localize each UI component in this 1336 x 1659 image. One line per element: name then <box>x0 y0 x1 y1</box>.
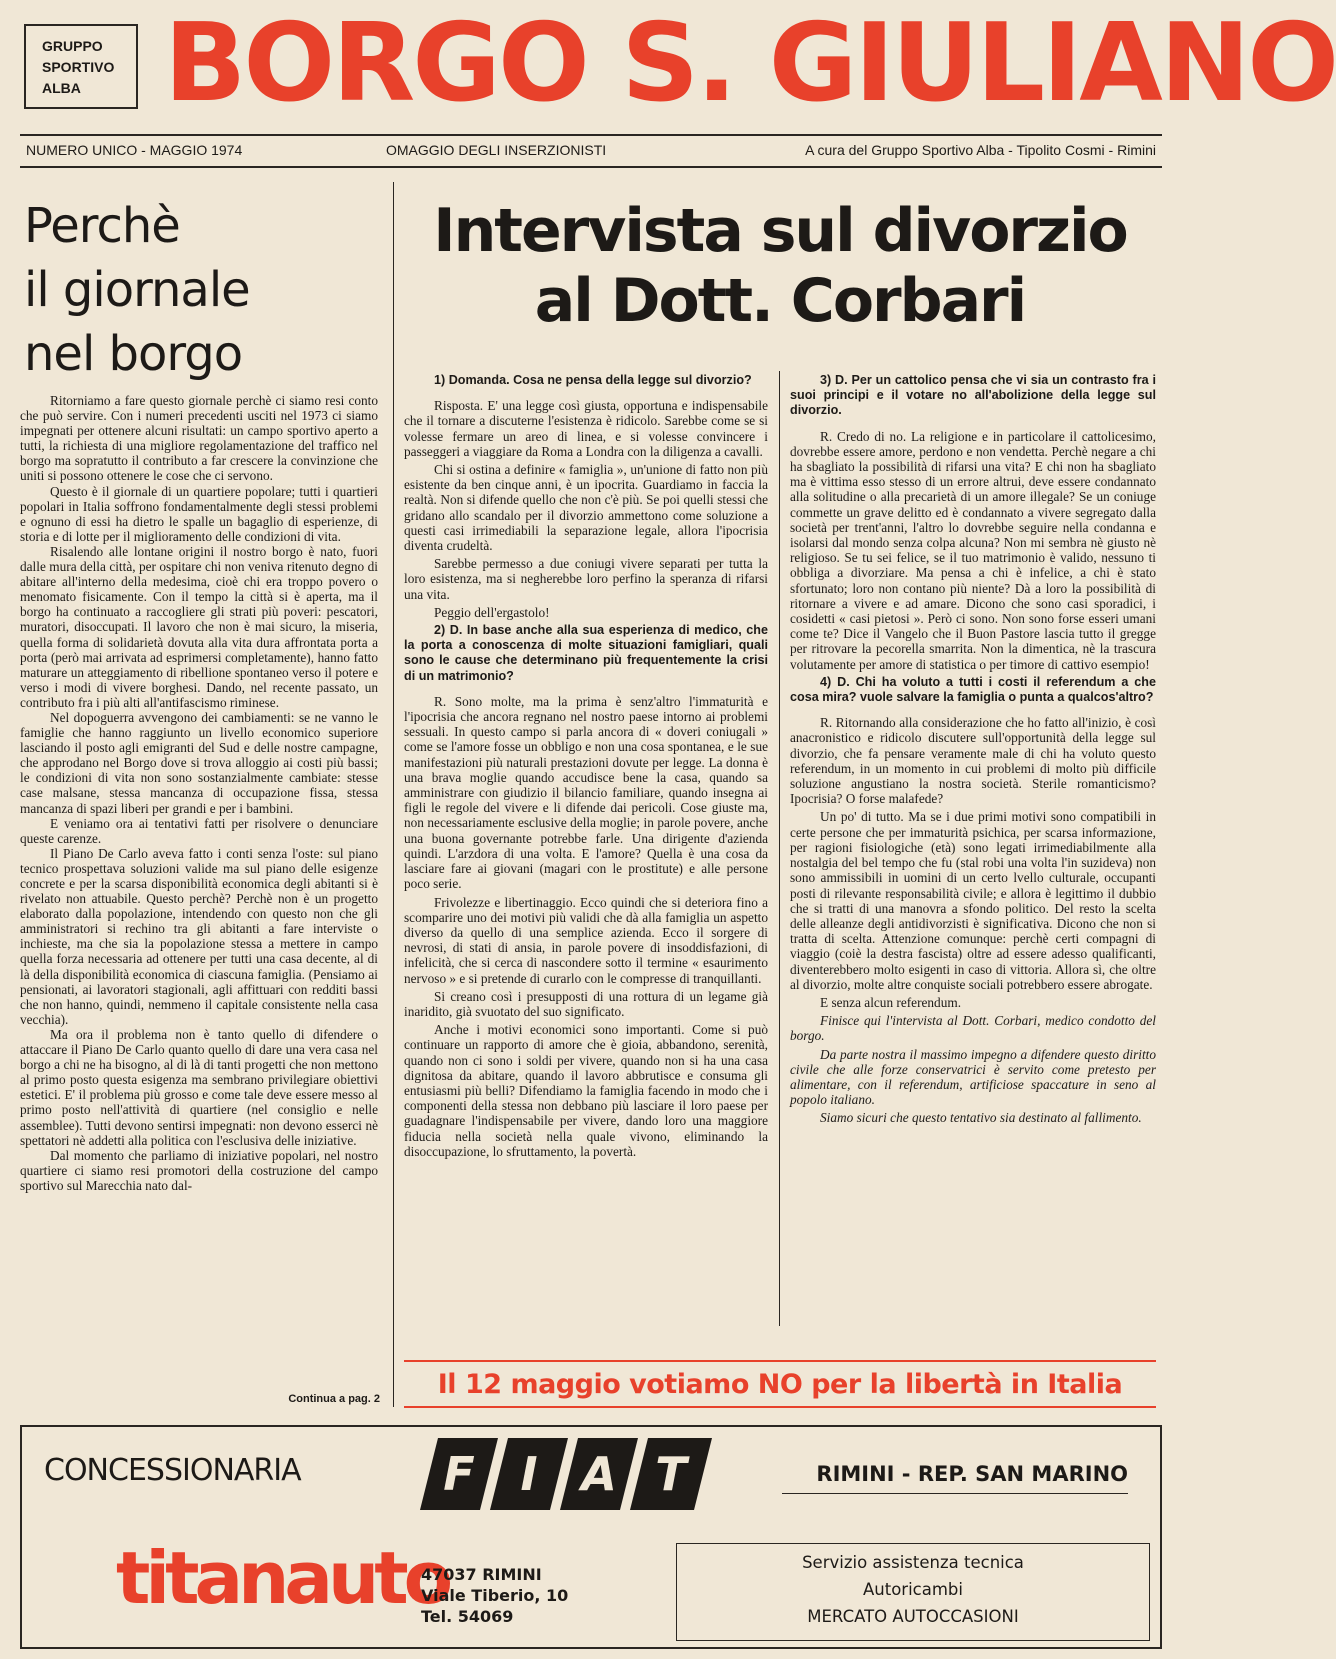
fiat-tile <box>490 1438 568 1510</box>
paragraph: Nel dopoguerra avvengono dei cambiamenti: se ne vanno le famiglie che hanno raggiunto un livello economico superiore lasciando il posto agli emigranti del Sud e delle nostre campagne, che approdano nel Borgo dove si trova alloggio ai costi più bassi; le condizioni di vita non sono sostanzialmente cambiate: stesse case malsane, stessa mancanza di occupazione fissa, stessa mancanza di spazi liberi per grandi e per i bambini. <box>20 709 378 816</box>
interview-paragraph: R. Ritornando alla considerazione che ho fatto all'inizio, è così anacronistico e ridicolo discutere sull'opportunità della legge sul divorzio, che fa pensare veramente male di chi ha voluto questo referendum, in un momento in cui problemi di molto più difficile soluzione angustiano la nostra società. Sterile romanticismo? Ipocrisia? O forse malafede? <box>790 715 1156 807</box>
dealer-address <box>421 1564 621 1627</box>
interview-paragraph: Da parte nostra il massimo impegno a difendere questo diritto civile che alle forze conservatrici è servito come pretesto per alimentare, con il referendum, artificiose spaccature in seno al popolo italiano. <box>790 1046 1156 1108</box>
paragraph: Questo è il giornale di un quartiere popolare; tutti i quartieri popolari in Italia soffrono fondamentalmente degli stessi problemi e ognuno di essi ha dietro le spalle un bagaglio di esperienze, di storia e di lotte per il miglioramento delle condizioni di vita. <box>20 483 378 544</box>
paragraph: Ritorniamo a fare questo giornale perchè ci siamo resi conto che può servire. Con i numeri precedenti usciti nel 1973 ci siamo impegnati per ottenere alcuni risultati: un campo sportivo aperto a tutti, la richiesta di una migliore regolamentazione del traffico nel borgo ma sopratutto il contributo a far crescere la convinzione che uniti si possono ottenere le cose che ci servono. <box>20 393 378 484</box>
group-line: GRUPPO <box>42 38 103 54</box>
service-line: MERCATO AUTOCCASIONI <box>807 1607 1019 1626</box>
masthead-title: BORGO S. GIULIANO <box>164 1 1336 126</box>
interview-question: 1) Domanda. Cosa ne pensa della legge sul divorzio? <box>434 373 752 387</box>
address-line: 47037 RIMINI <box>421 1565 542 1584</box>
interview-paragraph: Finisce qui l'intervista al Dott. Corbari, medico condotto del borgo. <box>790 1013 1156 1044</box>
paragraph: Dal momento che parliamo di iniziative popolari, nel nostro quartiere ci siamo resi promotori della costruzione del campo sportivo sul Marecchia nato dal- <box>20 1147 378 1193</box>
interview-paragraph: Siamo sicuri che questo tentativo sia destinato al fallimento. <box>820 1110 1142 1126</box>
info-bar <box>26 141 1156 159</box>
interview-paragraph: Sarebbe permesso a due coniugi vivere separati per tutta la loro esistenza, ma si negherebbe loro perfino la speranza di rifarsi una vita. <box>404 556 768 602</box>
paragraph: Il Piano De Carlo aveva fatto i conti senza l'oste: sul piano tecnico prospettava soluzioni valide ma sul piano delle esigenze concrete e per la scarsa disponibilità economica degli abitanti si è rivelato non attuabile. Questo perchè? Perchè non è un progetto elaborato dalla popolazione, intendendo con questo non che gli amministratori si rechino tra gli abitanti a fare interviste o inchieste, ma che sia la popolazione stessa a mettere in campo quella forza necessaria ad ottenere per tutti una casa decente, al di là della disponibilità economica di ciascuna famiglia. (Pensiamo ai pensionati, ai lavoratori stagionali, agli affittuari con redditi bassi che non hanno, quindi, nemmeno il capitale consistente nella casa vecchia). <box>20 845 378 1027</box>
fiat-letter: I <box>520 1447 538 1501</box>
interview-paragraph: Chi si ostina a definire « famiglia », un'unione di fatto non più esistente da ben cinque anni, è un ipocrita. Guardiamo in faccia la realtà. Non si difende quello che non c'è più. Se poi quelli stessi che gridano allo scandalo per il divorzio ammettono come soluzione a questi casi irrimediabili la separazione legale, allora l'ipocrisia diventa crudeltà. <box>404 462 768 554</box>
headline-line: Intervista sul divorzio <box>433 196 1127 266</box>
issue-info: NUMERO UNICO - MAGGIO 1974 <box>26 142 243 158</box>
interview-column-2 <box>790 371 1156 1331</box>
column-divider <box>779 371 780 1326</box>
paragraph: E veniamo ora ai tentativi fatti per risolvere o denunciare queste carenze. <box>20 815 378 846</box>
titanauto-logo: titanauto <box>116 1536 449 1620</box>
fiat-letter: T <box>655 1447 687 1501</box>
headline-line: il giornale <box>24 262 250 318</box>
interview-question: 4) D. Chi ha voluto a tutti i costi il referendum a che cosa mira? vuole salvare la famiglia o punta a qualcos'altro? <box>790 674 1156 705</box>
fiat-tile <box>420 1438 498 1510</box>
left-article-body <box>20 393 378 1389</box>
interview-question: 3) D. Per un cattolico pensa che vi sia un contrasto fra i suoi principi e il votare no all'abolizione della legge sul divorzio. <box>790 373 1156 418</box>
address-line: Tel. 54069 <box>421 1607 514 1626</box>
interview-headline <box>400 196 1160 336</box>
address-line: Viale Tiberio, 10 <box>421 1586 569 1605</box>
slogan-rule-top <box>404 1360 1156 1362</box>
paragraph: Risalendo alle lontane origini il nostro borgo è nato, fuori dalle mura della città, per ospitare chi non veniva ritenuto degno di abitare all'interno della medesima, cioè chi era troppo povero o menomato fisicamente. Con il tempo la città si è aperta, ma il borgo ha continuato a raccogliere gli strati più poveri: pescatori, muratori, disoccupati. Il lavoro che non è mai sicuro, la miseria, quella forma di solidarietà dovuta alla vita dura affrontata porta a porta (però mai arrivata ad esprimersi completamente), hanno fatto maturare un atteggiamento di ribellione spontaneo verso il potere e verso i modi di vivere borghesi. Dando, nel recente passato, un contributo fra i più alti all'antifascismo riminese. <box>20 543 378 710</box>
continued-note: Continua a pag. 2 <box>288 1393 380 1405</box>
fiat-tile <box>560 1438 638 1510</box>
interview-column-1 <box>404 371 768 1331</box>
paragraph: Ma ora il problema non è tanto quello di difendere o attaccare il Piano De Carlo quanto quello di dare una vera casa nel borgo a chi ne ha bisogno, al di là di tanti progetti che non mettono al primo posto questa esigenza ma sembrano privilegiare obiettivi estetici. E' il problema più grosso e come tale deve essere messo al primo posto nell'attività di quartiere (nel consiglio e nelle assemblee). Tutti devono sentirsi impegnati: non devono esserci nè spettatori nè addetti alla politica con l'esclusiva delle iniziative. <box>20 1026 378 1148</box>
credits-info: A cura del Gruppo Sportivo Alba - Tipolito Cosmi - Rimini <box>805 142 1156 158</box>
column-divider <box>393 182 394 1407</box>
group-line: SPORTIVO <box>42 59 115 75</box>
interview-paragraph: Peggio dell'ergastolo! <box>434 604 550 620</box>
interview-paragraph: Un po' di tutto. Ma se i due primi motivi sono compatibili in certe persone che per immaturità psichica, per scarsa informazione, per ragioni fisiologiche (età) sono legati irrimediabilmente alla nostalgia del bel tempo che fu (stal robi una volta l'in suzideva) non sono ammissibili in uomini di un certo lvello culturale, occupanti posti di rilevante responsabilità civile; e allora è legittimo il dubbio che si tratti di una manovra a sfondo politico. Del resto la scelta delle alleanze degli antidivorzisti è significativa. Dicono che non si tratta di scelta. Attenzione comunque: perchè certi compagni di viaggio (coiè la destra fascista) oltre ad essere adesso qualificanti, diventerebbero molto esigenti in caso di vittoria. Allora sì, che oltre al divorzio, molte altre conquiste sociali potrebbero essere abrogate. <box>790 809 1156 992</box>
interview-paragraph: Frivolezze e libertinaggio. Ecco quindi che si deteriora fino a scomparire uno dei motivi più validi che dà alla famiglia un aspetto diverso da quello di una semplice azienda. Ecco il sorgere di nevrosi, di stati di ansia, in parole povere di insoddisfazioni, di infelicità, che si cerca di nascondere sotto il termine « esaurimento nervoso » e si pretende di curarlo con le compresse di tranquillanti. <box>404 894 768 986</box>
service-line: Autoricambi <box>863 1580 963 1599</box>
masthead-rule <box>20 134 1162 136</box>
interview-paragraph: R. Sono molte, ma la prima è senz'altro l'immaturità e l'ipocrisia che ancora regnano nel nostro paese intorno ai problemi sessuali. In questo campo si parla ancora di « doveri coniugali » come se l'amore fosse un obbligo e non una cosa spontanea, e le sue manifestazioni più naturali prestazioni dovute per legge. La donna è una brava moglie quando accudisce bene la casa, quando sa amministrare con giudizio il bilancio familiare, quando insegna ai figli le regole del vivere e li difende dai pericoli. Cose giuste ma, non necessariamente esclusive della moglie; in parole povere, anche una buona governante potrebbe farle. Una dirigente d'azienda quindi. L'arzdora di una volta. E l'amore? Quella è una cosa da lasciare fare ai giovani (magari con le prostitute) e alle persone poco serie. <box>404 693 768 892</box>
region-label: RIMINI - REP. SAN MARINO <box>816 1462 1128 1486</box>
fiat-letter: F <box>443 1447 475 1501</box>
fiat-tile <box>630 1438 712 1510</box>
interview-paragraph: Anche i motivi economici sono importanti. Come si può continuare un rapporto di amore che è gioia, abbandono, serenità, quando non ci sono i soldi per vivere, quando non si ha una casa dignitosa da abitare, quando il lavoro abbrutisce e consuma gli entusiasmi più belli? Difendiamo la famiglia facendo in modo che i componenti della stessa non debbano più lasciare il loro paese per guadagnare l'indispensabile per vivere, dando loro una maggiore fiducia nella società nella quale vivono, eliminando la disoccupazione, lo sfruttamento, la povertà. <box>404 1022 768 1159</box>
fiat-letter: A <box>581 1447 617 1501</box>
info-rule <box>20 166 1162 168</box>
slogan: Il 12 maggio votiamo NO per la libertà in Italia <box>437 1369 1123 1400</box>
interview-paragraph: Risposta. E' una legge così giusta, opportuna e indispensabile che il tornare a discuterne l'esistenza è ridicolo. Sarebbe come se si volesse fermare un areo di linea, e si volesse convincere i passeggeri a viaggiare da Roma a Londra con la diligenza a cavalli. <box>404 398 768 459</box>
fiat-logo <box>420 1438 712 1510</box>
interview-paragraph: R. Credo di no. La religione e in particolare il cattolicesimo, dovrebbe essere amore, perdono e non vendetta. Perchè negare a chi ha sbagliato la possibilità di rifarsi una vita? E chi non ha sbagliato ma è vittima esso stesso di un errore altrui, deve essere condannato alla solitudine o alla precarietà di un amore illegale? Se un coniuge commette un grave delitto ed è condannato a vivere segregato dalla società per trent'anni, l'altro lo dovrebbe seguire nella condanna e isolarsi dal mondo senza colpa alcuna? Non mi sembra nè giusto nè religioso. Se tu sei felice, se il tuo matrimonio è valido, nessuno ti obbliga a divorziare. Ma pensa a chi è infelice, a chi è stato sfortunato; loro non contano più niente? Dà a loro la possibilità di ritornare a vivere e ad amare. Dicono che sono casi sporadici, i cosidetti « casi pietosi ». Però ci sono. Non sono forse esseri umani come te? Dice il Vangelo che il Buon Pastore lascia tutto il gregge per ritrovare la pecorella smarrita. Non la dimentica, nè la trascura volutamente per amore di statistica o per timore di cattivo esempio! <box>790 428 1156 672</box>
left-headline <box>24 194 364 386</box>
interview-question: 2) D. In base anche alla sua esperienza di medico, che la porta a conoscenza di molte situazioni famigliari, quali sono le cause che determinano più frequentemente la crisi di un matrimonio? <box>404 623 768 683</box>
region-rule <box>782 1493 1128 1494</box>
slogan-rule-bottom <box>404 1406 1156 1408</box>
tribute-info: OMAGGIO DEGLI INSERZIONISTI <box>386 142 607 158</box>
group-line: ALBA <box>42 80 81 96</box>
services-box <box>676 1543 1150 1641</box>
interview-paragraph: E senza alcun referendum. <box>820 994 962 1010</box>
headline-line: al Dott. Corbari <box>534 266 1026 336</box>
headline-line: Perchè <box>24 198 180 254</box>
group-box <box>24 24 138 109</box>
interview-paragraph: Si creano così i presupposti di una rottura di un legame già inaridito, già svuotato del suo significato. <box>404 988 768 1019</box>
concessionaria-label: CONCESSIONARIA <box>44 1453 301 1488</box>
headline-line: nel borgo <box>24 326 243 382</box>
service-line: Servizio assistenza tecnica <box>802 1553 1024 1572</box>
